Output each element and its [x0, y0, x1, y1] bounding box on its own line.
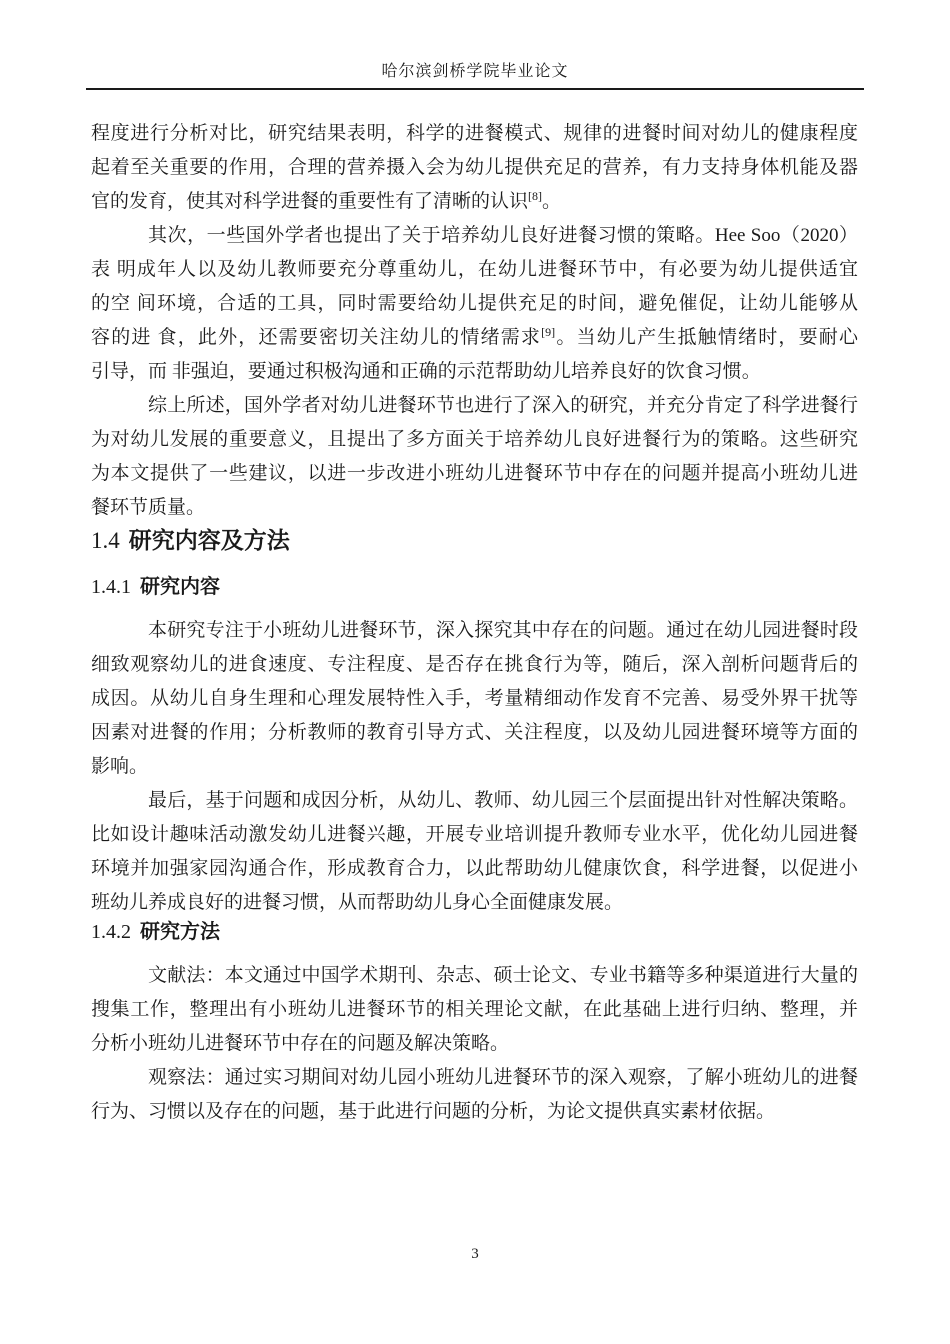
paragraph-line: 引导，而 非强迫，要通过积极沟通和正确的示范帮助幼儿培养良好的饮食习惯。 [91, 361, 761, 382]
paragraph-line: 搜集工作，整理出有小班幼儿进餐环节的相关理论文献，在此基础上进行归纳、整理，并 [91, 999, 858, 1020]
paragraph-line: 因素对进餐的作用；分析教师的教育引导方式、关注程度，以及幼儿园进餐环境等方面的 [91, 722, 858, 743]
paragraph [91, 117, 858, 219]
paragraph-line: 表 明成年人以及幼儿教师要充分尊重幼儿，在幼儿进餐环节中，有必要为幼儿提供适宜 [91, 259, 858, 280]
paragraph-line: 观察法：通过实习期间对幼儿园小班幼儿进餐环节的深入观察，了解小班幼儿的进餐 [148, 1067, 858, 1088]
paragraph-line: 分析小班幼儿进餐环节中存在的问题及解决策略。 [91, 1033, 510, 1054]
paragraph-line: 成因。从幼儿自身生理和心理发展特性入手，考量精细动作发育不完善、易受外界干扰等 [91, 688, 858, 709]
paragraph-line: 官的发育，使其对科学进餐的重要性有了清晰的认识[8]。 [91, 189, 562, 212]
section-heading-1.4.1 [91, 571, 858, 602]
paragraph-line: 环境并加强家园沟通合作，形成教育合力，以此帮助幼儿健康饮食，科学进餐，以促进小 [91, 858, 858, 879]
paragraph [91, 389, 858, 525]
heading-title: 研究内容及方法 [128, 528, 290, 554]
header-title: 哈尔滨剑桥学院毕业论文 [381, 63, 569, 80]
heading-number: 1.4.1 [91, 576, 131, 598]
paragraph-line: 文献法：本文通过中国学术期刊、杂志、硕士论文、专业书籍等多种渠道进行大量的 [148, 965, 858, 986]
paragraph-line: 餐环节质量。 [91, 497, 206, 518]
paragraph-line: 班幼儿养成良好的进餐习惯，从而帮助幼儿身心全面健康发展。 [91, 892, 624, 913]
paragraph-line: 本研究专注于小班幼儿进餐环节，深入探究其中存在的问题。通过在幼儿园进餐时段 [148, 620, 858, 641]
paragraph-line: 的空 间环境，合适的工具，同时需要给幼儿提供充足的时间，避免催促，让幼儿能够从 [91, 293, 858, 314]
paragraph [91, 1061, 858, 1129]
citation-ref: [9] [541, 325, 556, 339]
heading-number: 1.4 [91, 528, 120, 553]
heading-title: 研究内容 [140, 574, 220, 598]
paragraph-line: 为本文提供了一些建议，以进一步改进小班幼儿进餐环节中存在的问题并提高小班幼儿进 [91, 463, 858, 484]
paragraph-line: 程度进行分析对比，研究结果表明，科学的进餐模式、规律的进餐时间对幼儿的健康程度 [91, 123, 858, 144]
paragraph-line: 起着至关重要的作用，合理的营养摄入会为幼儿提供充足的营养，有力支持身体机能及器 [91, 157, 858, 178]
paragraph-line: 行为、习惯以及存在的问题，基于此进行问题的分析，为论文提供真实素材依据。 [91, 1101, 776, 1122]
paragraph [91, 614, 858, 784]
paragraph-line: 为对幼儿发展的重要意义，且提出了多方面关于培养幼儿良好进餐行为的策略。这些研究 [91, 429, 858, 450]
paragraph [91, 959, 858, 1061]
document-header [86, 0, 864, 90]
paragraph-line: 细致观察幼儿的进食速度、专注程度、是否存在挑食行为等，随后，深入剖析问题背后的 [91, 654, 858, 675]
section-heading-1.4.2 [91, 916, 858, 947]
heading-title: 研究方法 [140, 919, 220, 943]
citation-ref: [8] [528, 189, 543, 203]
paragraph-line: 容的进 食，此外，还需要密切关注幼儿的情绪需求[9]。当幼儿产生抵触情绪时，要耐心 [91, 325, 858, 348]
document-body [0, 90, 950, 1129]
section-heading-1.4 [91, 523, 858, 559]
paragraph-line: 其次，一些国外学者也提出了关于培养幼儿良好进餐习惯的策略。Hee Soo（2020） [148, 225, 858, 246]
heading-number: 1.4.2 [91, 921, 131, 943]
paragraph [91, 784, 858, 920]
page-number: 3 [471, 1246, 479, 1262]
paragraph-line: 影响。 [91, 756, 149, 777]
paragraph-line: 比如设计趣味活动激发幼儿进餐兴趣，开展专业培训提升教师专业水平，优化幼儿园进餐 [91, 824, 858, 845]
paragraph-line: 综上所述，国外学者对幼儿进餐环节也进行了深入的研究，并充分肯定了科学进餐行 [148, 395, 858, 416]
paragraph [91, 219, 858, 389]
paragraph-line: 最后，基于问题和成因分析，从幼儿、教师、幼儿园三个层面提出针对性解决策略。 [148, 790, 858, 811]
